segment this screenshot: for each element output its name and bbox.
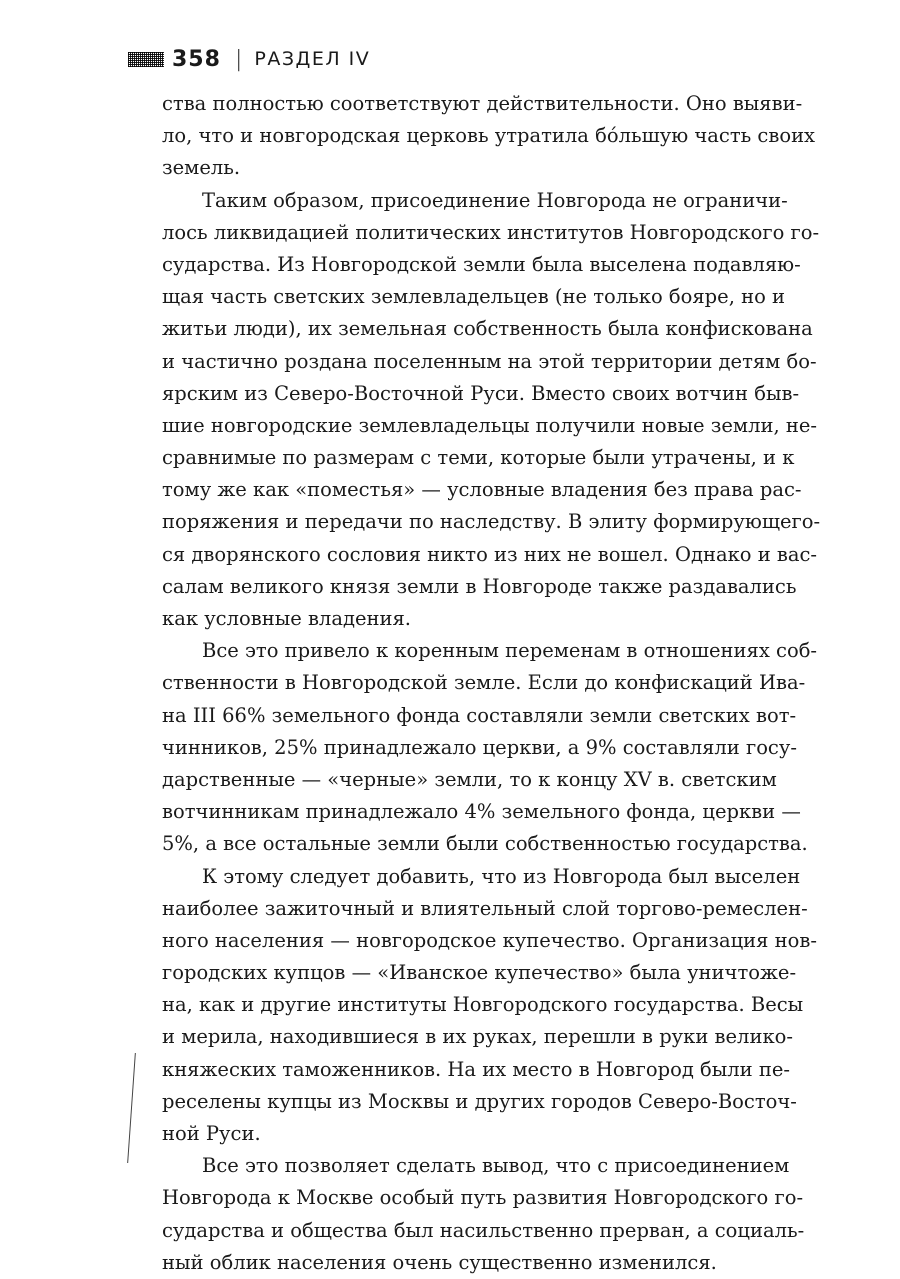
text-line: княжеских таможенников. На их место в Новгород были пе- xyxy=(162,1057,790,1081)
paragraph xyxy=(162,1150,805,1279)
text-line: земель. xyxy=(162,156,241,180)
body-text xyxy=(162,88,821,1279)
text-line: ства полностью соответствуют действительности. Оно выяви- xyxy=(162,92,803,115)
text-line: К этому следует добавить, что из Новгорода был выселен xyxy=(202,864,801,888)
text-line: городских купцов — «Иванское купечество» была уничтоже- xyxy=(162,961,797,985)
text-line: чинников, 25% принадлежало церкви, а 9% составляли госу- xyxy=(162,735,797,759)
text-line: наиболее зажиточный и влиятельный слой торгово-ремеслен- xyxy=(162,896,808,920)
text-line: и частично роздана поселенным на этой территории детям бо- xyxy=(162,349,817,373)
text-line: лось ликвидацией политических институтов Новгородского го- xyxy=(162,220,820,244)
text-line: щая часть светских землевладельцев (не только бояре, но и xyxy=(162,285,786,309)
header-ornament-icon xyxy=(128,52,164,67)
text-line: шие новгородские землевладельцы получили новые земли, не- xyxy=(162,413,817,437)
text-line: сравнимые по размерам с теми, которые были утрачены, и к xyxy=(162,446,795,470)
paragraph xyxy=(162,635,818,860)
text-line: салам великого князя земли в Новгороде также раздавались xyxy=(162,574,797,598)
paragraph xyxy=(162,861,817,1151)
running-header xyxy=(128,44,370,74)
text-line: ной Руси. xyxy=(162,1122,261,1145)
header-separator: | xyxy=(234,46,243,72)
section-title: РАЗДЕЛ IV xyxy=(254,48,371,70)
text-line: вотчинникам принадлежало 4% земельного фонда, церкви — xyxy=(162,800,801,824)
paragraph xyxy=(162,185,821,636)
text-line: сударства и общества был насильственно прерван, а социаль- xyxy=(162,1218,805,1242)
text-line: ный облик населения очень существенно изменился. xyxy=(162,1250,717,1274)
margin-pencil-mark xyxy=(127,1053,139,1163)
text-line: Новгорода к Москве особый путь развития Новгородского го- xyxy=(162,1186,804,1210)
text-line: житьи люди), их земельная собственность была конфискована xyxy=(162,317,813,341)
text-line: на III 66% земельного фонда составляли земли светских вот- xyxy=(162,703,797,727)
text-line: дарственные — «черные» земли, то к концу XV в. светским xyxy=(162,767,777,791)
text-line: ственности в Новгородской земле. Если до конфискаций Ива- xyxy=(162,671,806,695)
text-line: реселены купцы из Москвы и других городов Северо-Восточ- xyxy=(162,1089,797,1113)
text-line: и мерила, находившиеся в их руках, перешли в руки велико- xyxy=(162,1025,793,1049)
text-line: тому же как «поместья» — условные владения без права рас- xyxy=(162,478,802,502)
text-line: ло, что и новгородская церковь утратила бо́льшую часть своих xyxy=(162,124,816,148)
text-line: как условные владения. xyxy=(162,607,411,630)
text-line: Таким образом, присоединение Новгорода не ограничи- xyxy=(202,188,788,212)
text-line: Все это привело к коренным переменам в отношениях соб- xyxy=(202,639,818,663)
paragraph xyxy=(162,88,816,185)
text-line: 5%, а все остальные земли были собственностью государства. xyxy=(162,832,808,856)
text-line: поряжения и передачи по наследству. В элиту формирующего- xyxy=(162,510,821,534)
text-line: ного населения — новгородское купечество. Организация нов- xyxy=(162,928,817,952)
text-line: ярским из Северо-Восточной Руси. Вместо своих вотчин быв- xyxy=(162,381,800,405)
text-line: сударства. Из Новгородской земли была выселена подавляю- xyxy=(162,252,801,276)
text-line: ся дворянского сословия никто из них не вошел. Однако и вас- xyxy=(162,542,818,566)
text-line: на, как и другие институты Новгородского государства. Весы xyxy=(162,993,804,1017)
text-line: Все это позволяет сделать вывод, что с присоединением xyxy=(202,1154,790,1178)
page-number: 358 xyxy=(172,46,221,72)
